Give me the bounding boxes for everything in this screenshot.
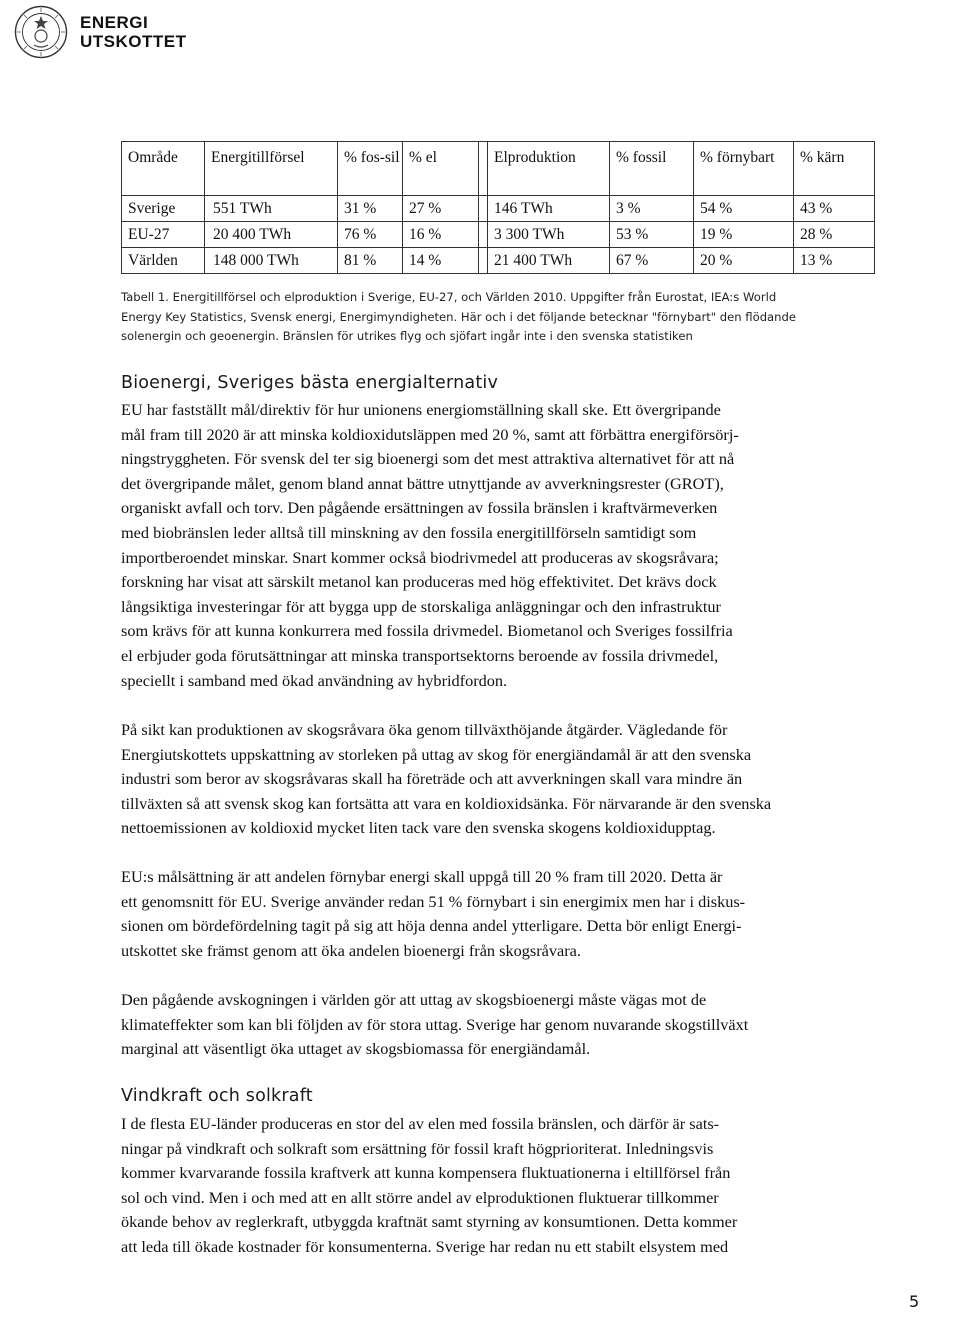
table-cell: 53 % xyxy=(610,222,694,248)
text-line: Energiutskottets uppskattning av storleken på uttag av skog för energiändamål är att den svenska xyxy=(121,744,752,764)
text-line: el erbjuder goda förutsättningar att minska transportsektorns beroende av fossila drivmedel, xyxy=(121,645,719,665)
table-cell: 20 400 TWh xyxy=(205,222,338,248)
caption-line: Tabell 1. Energitillförsel och elproduktion i Sverige, EU-27, och Världen 2010. Uppgifter från Eurostat, IEA:s World xyxy=(121,290,777,304)
table-cell: 67 % xyxy=(610,248,694,274)
table-cell: 3 % xyxy=(610,196,694,222)
text-line: långsiktiga investeringar för att bygga upp de storskaliga anläggningar och den infrastruktur xyxy=(121,596,721,616)
text-line: Den pågående avskogningen i världen gör att uttag av skogsbioenergi måste vägas mot de xyxy=(121,990,707,1009)
section-heading-bioenergy: Bioenergi, Sveriges bästa energialternativ xyxy=(121,373,499,393)
text-line: tillväxten så att svensk skog kan fortsätta att vara en koldioxidsänka. För närvarande är den svenska xyxy=(121,793,772,813)
bioenergy-paragraph-1 xyxy=(121,398,856,693)
text-line: forskning har visat att särskilt metanol kan produceras med hög effektivitet. Det krävs dock xyxy=(121,572,717,592)
table-row xyxy=(122,196,875,222)
table-cell: 19 % xyxy=(694,222,794,248)
page-header xyxy=(14,6,187,58)
table-cell: 20 % xyxy=(694,248,794,274)
table-cell: 28 % xyxy=(794,222,875,248)
header-cell: Område xyxy=(122,142,205,196)
table-caption xyxy=(121,288,851,347)
text-line: ningstryggheten. För svensk del ter sig bioenergi som det mest attraktiva alternativet för att nå xyxy=(121,449,735,469)
text-line: EU har fastställt mål/direktiv för hur unionens energiomställning skall ske. Ett övergripande xyxy=(121,400,721,419)
table-cell: 31 % xyxy=(338,196,403,222)
table-header-row xyxy=(122,142,875,196)
text-line: ett genomsnitt för EU. Sverige använder redan 51 % förnybart i sin energimix men har i diskus- xyxy=(121,891,746,911)
table-cell: 3 300 TWh xyxy=(488,222,610,248)
table-row xyxy=(122,222,875,248)
header-cell: Energitillförsel xyxy=(205,142,338,196)
table-cell: 13 % xyxy=(794,248,875,274)
table-cell: 21 400 TWh xyxy=(488,248,610,274)
section-heading-wind-solar: Vindkraft och solkraft xyxy=(121,1086,313,1106)
text-line: kommer kvarvarande fossila kraftverk att kunna kompensera fluktuationerna i eltillförsel från xyxy=(121,1163,731,1183)
header-cell: % fossil xyxy=(610,142,694,196)
spacer-cell xyxy=(479,222,488,248)
text-line: klimateffekter som kan bli följden av för stora uttag. Sverige har genom nuvarande skogstillväxt xyxy=(121,1014,749,1034)
text-line: sionen om bördefördelning tagit på sig att höja denna andel ytterligare. Detta bör enligt Energi- xyxy=(121,916,742,936)
text-line: det övergripande målet, genom bland annat bättre utnyttjande av avverkningsrester (GROT), xyxy=(121,473,724,493)
page-number: 5 xyxy=(909,1292,920,1311)
header-cell: Elproduktion xyxy=(488,142,610,196)
energy-table xyxy=(121,141,875,274)
bioenergy-paragraph-2 xyxy=(121,718,856,841)
table-cell: 14 % xyxy=(403,248,479,274)
academy-seal-logo xyxy=(14,5,68,59)
caption-line: Energy Key Statistics, Svensk energi, Energimyndigheten. Här och i det följande betecknar "förnybart" den flödande xyxy=(121,309,797,324)
table-cell: 76 % xyxy=(338,222,403,248)
text-line: industri som beror av skogsråvaras skall ha företräde och att avverkningen skall vara mindre än xyxy=(121,769,743,789)
bioenergy-paragraph-3 xyxy=(121,865,856,963)
text-line: mål fram till 2020 är att minska koldioxidutsläppen med 20 %, samt att förbättra energiförsörj- xyxy=(121,424,739,444)
table-cell: 551 TWh xyxy=(205,196,338,222)
text-line: marginal att väsentligt öka uttaget av skogsbiomassa för energiändamål. xyxy=(121,1039,591,1059)
text-line: ningar på vindkraft och solkraft som ersättning för fossil kraft högprioriterat. Inledningsvis xyxy=(121,1138,714,1158)
wind-solar-paragraph-1 xyxy=(121,1112,856,1260)
text-line: ökande behov av reglerkraft, utbyggda kraftnät samt styrning av konsumtionen. Detta kommer xyxy=(121,1212,738,1232)
brand-line-1: ENERGI xyxy=(80,13,149,32)
table-cell: 43 % xyxy=(794,196,875,222)
bioenergy-paragraph-4 xyxy=(121,988,856,1062)
table-cell: Världen xyxy=(122,248,205,274)
text-line: På sikt kan produktionen av skogsråvara öka genom tillväxthöjande åtgärder. Vägledande för xyxy=(121,720,728,739)
table-row xyxy=(122,248,875,274)
table-cell: 54 % xyxy=(694,196,794,222)
text-line: med biobränslen leder alltså till minskning av den fossila energitillförseln samtidigt som xyxy=(121,522,697,542)
text-line: sol och vind. Men i och med att en allt större andel av elproduktionen fluktuerar tillkommer xyxy=(121,1187,719,1207)
text-line: nettoemissionen av koldioxid mycket liten tack vare den svenska skogens koldioxidupptag. xyxy=(121,818,716,838)
spacer-cell xyxy=(479,142,488,196)
spacer-cell xyxy=(479,196,488,222)
table-cell: 148 000 TWh xyxy=(205,248,338,274)
table-cell: 146 TWh xyxy=(488,196,610,222)
text-line: EU:s målsättning är att andelen förnybar energi skall uppgå till 20 % fram till 2020. Detta är xyxy=(121,867,723,886)
header-cell: % förnybart xyxy=(694,142,794,196)
header-cell: % fos-sil xyxy=(338,142,403,196)
table-cell: 27 % xyxy=(403,196,479,222)
table-cell: 81 % xyxy=(338,248,403,274)
text-line: som krävs för att kunna konkurrera med fossila drivmedel. Biometanol och Sveriges fossilfria xyxy=(121,621,733,641)
brand-name xyxy=(80,13,187,51)
header-cell: % kärn xyxy=(794,142,875,196)
text-line: att leda till ökade kostnader för konsumenterna. Sverige har redan nu ett stabilt elsystem med xyxy=(121,1236,729,1256)
text-line: importberoendet minskar. Snart kommer också biodrivmedel att produceras av skogsråvara; xyxy=(121,547,719,567)
text-line: speciellt i samband med ökad användning av hybridfordon. xyxy=(121,670,508,690)
spacer-cell xyxy=(479,248,488,274)
caption-line: solenergin och geoenergin. Bränslen för utrikes flyg och sjöfart ingår inte i den svenska statistiken xyxy=(121,329,693,343)
text-line: organiskt avfall och torv. Den pågående ersättningen av fossila bränslen i kraftvärmeverken xyxy=(121,498,718,518)
table-cell: EU-27 xyxy=(122,222,205,248)
table-cell: Sverige xyxy=(122,196,205,222)
brand-line-2: UTSKOTTET xyxy=(80,32,187,51)
text-line: utskottet ske främst genom att öka andelen bioenergi från skogsråvara. xyxy=(121,940,581,960)
header-cell: % el xyxy=(403,142,479,196)
table-cell: 16 % xyxy=(403,222,479,248)
text-line: I de flesta EU-länder produceras en stor del av elen med fossila bränslen, och därför är sats- xyxy=(121,1114,720,1133)
